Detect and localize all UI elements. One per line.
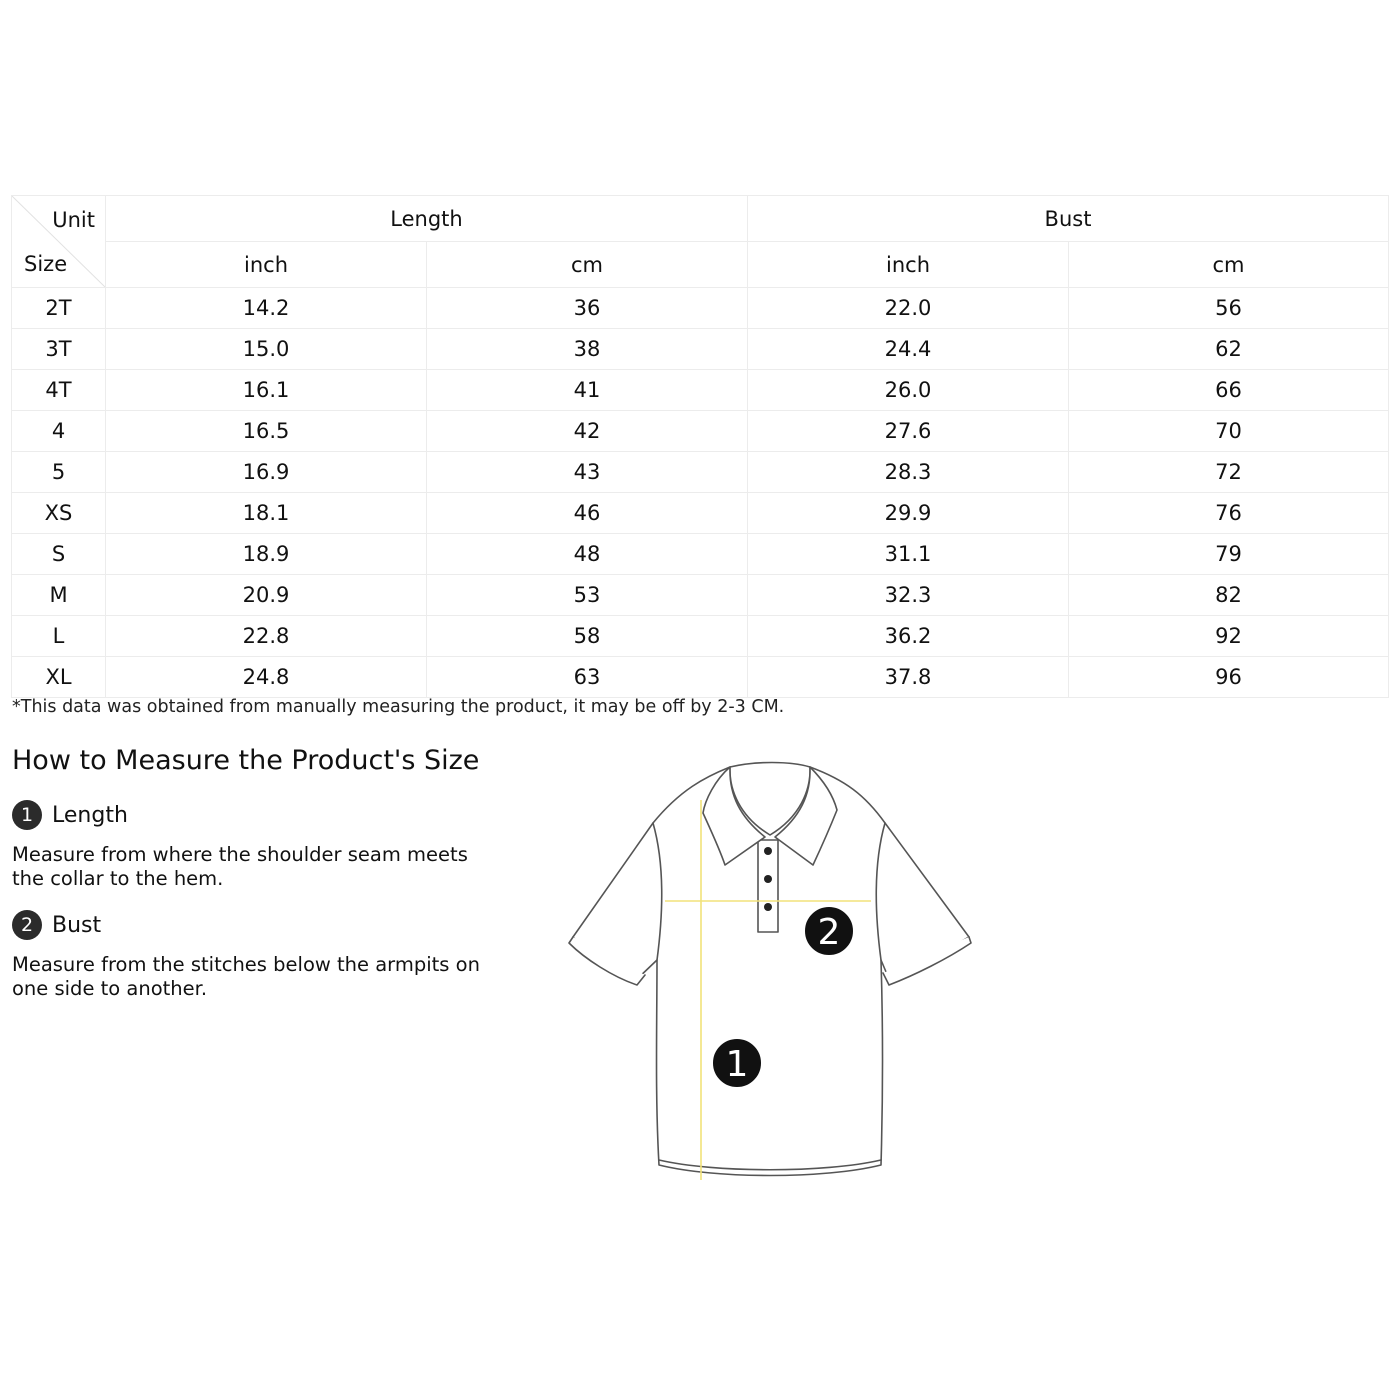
button-dot: [764, 875, 772, 883]
measurement-cell: 16.9: [106, 452, 427, 493]
corner-unit-label: Unit: [52, 208, 95, 232]
marker-2-label: 2: [817, 912, 841, 953]
table-row: [12, 329, 1389, 370]
button-dot: [764, 847, 772, 855]
unit-header-length-cm: cm: [427, 242, 748, 288]
size-cell: XS: [12, 493, 106, 534]
measurement-cell: 48: [427, 534, 748, 575]
measurement-cell: 43: [427, 452, 748, 493]
guide-title: How to Measure the Product's Size: [12, 745, 480, 776]
size-cell: 3T: [12, 329, 106, 370]
group-header-length: Length: [106, 196, 748, 242]
measurement-cell: 31.1: [748, 534, 1069, 575]
step-bust: [12, 910, 101, 940]
table-row: [12, 493, 1389, 534]
measurement-cell: 38: [427, 329, 748, 370]
size-cell: XL: [12, 657, 106, 698]
measurement-cell: 22.0: [748, 288, 1069, 329]
measurement-cell: 24.4: [748, 329, 1069, 370]
measurement-cell: 29.9: [748, 493, 1069, 534]
measurement-cell: 14.2: [106, 288, 427, 329]
size-cell: 5: [12, 452, 106, 493]
step-label: Length: [52, 802, 128, 828]
measurement-cell: 63: [427, 657, 748, 698]
step-length: [12, 800, 128, 830]
table-row: [12, 370, 1389, 411]
unit-header-bust-cm: cm: [1069, 242, 1389, 288]
measurement-cell: 56: [1069, 288, 1389, 329]
measurement-cell: 70: [1069, 411, 1389, 452]
measurement-cell: 36.2: [748, 616, 1069, 657]
marker-2: [804, 906, 854, 956]
size-cell: 2T: [12, 288, 106, 329]
measurement-cell: 16.1: [106, 370, 427, 411]
measurement-cell: 79: [1069, 534, 1389, 575]
size-cell: L: [12, 616, 106, 657]
unit-header-bust-inch: inch: [748, 242, 1069, 288]
table-row: [12, 452, 1389, 493]
measurement-cell: 32.3: [748, 575, 1069, 616]
unit-header-length-inch: inch: [106, 242, 427, 288]
measurement-cell: 24.8: [106, 657, 427, 698]
measurement-cell: 92: [1069, 616, 1389, 657]
step-description-length: Measure from where the shoulder seam meets the collar to the hem.: [12, 843, 468, 890]
size-cell: S: [12, 534, 106, 575]
measurement-cell: 37.8: [748, 657, 1069, 698]
measurement-cell: 53: [427, 575, 748, 616]
measurement-cell: 76: [1069, 493, 1389, 534]
measurement-cell: 27.6: [748, 411, 1069, 452]
measurement-cell: 15.0: [106, 329, 427, 370]
group-header-bust: Bust: [748, 196, 1389, 242]
size-chart-table: [11, 195, 1389, 698]
measurement-cell: 18.1: [106, 493, 427, 534]
table-row: [12, 616, 1389, 657]
measurement-cell: 41: [427, 370, 748, 411]
step-number-badge: 2: [12, 910, 42, 940]
measurement-cell: 28.3: [748, 452, 1069, 493]
marker-1: [712, 1038, 762, 1088]
measurement-cell: 20.9: [106, 575, 427, 616]
step-number-badge: 1: [12, 800, 42, 830]
measurement-cell: 22.8: [106, 616, 427, 657]
size-cell: 4: [12, 411, 106, 452]
measurement-cell: 66: [1069, 370, 1389, 411]
step-description-bust: Measure from the stitches below the armpits on one side to another.: [12, 953, 480, 1000]
measurement-cell: 46: [427, 493, 748, 534]
measurement-cell: 96: [1069, 657, 1389, 698]
table-row: [12, 575, 1389, 616]
measurement-cell: 26.0: [748, 370, 1069, 411]
size-cell: 4T: [12, 370, 106, 411]
measurement-cell: 72: [1069, 452, 1389, 493]
measurement-cell: 36: [427, 288, 748, 329]
table-row: [12, 657, 1389, 698]
measurement-cell: 58: [427, 616, 748, 657]
measurement-footnote: *This data was obtained from manually measuring the product, it may be off by 2-3 CM.: [12, 697, 785, 717]
corner-size-label: Size: [24, 252, 68, 276]
size-cell: M: [12, 575, 106, 616]
step-label: Bust: [52, 912, 102, 938]
table-row: [12, 411, 1389, 452]
polo-shirt-diagram: [565, 755, 975, 1190]
measurement-cell: 42: [427, 411, 748, 452]
measurement-cell: 18.9: [106, 534, 427, 575]
measurement-cell: 62: [1069, 329, 1389, 370]
marker-1-label: 1: [725, 1044, 749, 1085]
measurement-cell: 82: [1069, 575, 1389, 616]
table-row: [12, 288, 1389, 329]
measurement-cell: 16.5: [106, 411, 427, 452]
table-row: [12, 534, 1389, 575]
table-body: [12, 288, 1389, 698]
button-dot: [764, 903, 772, 911]
table-corner-cell: [12, 196, 106, 288]
